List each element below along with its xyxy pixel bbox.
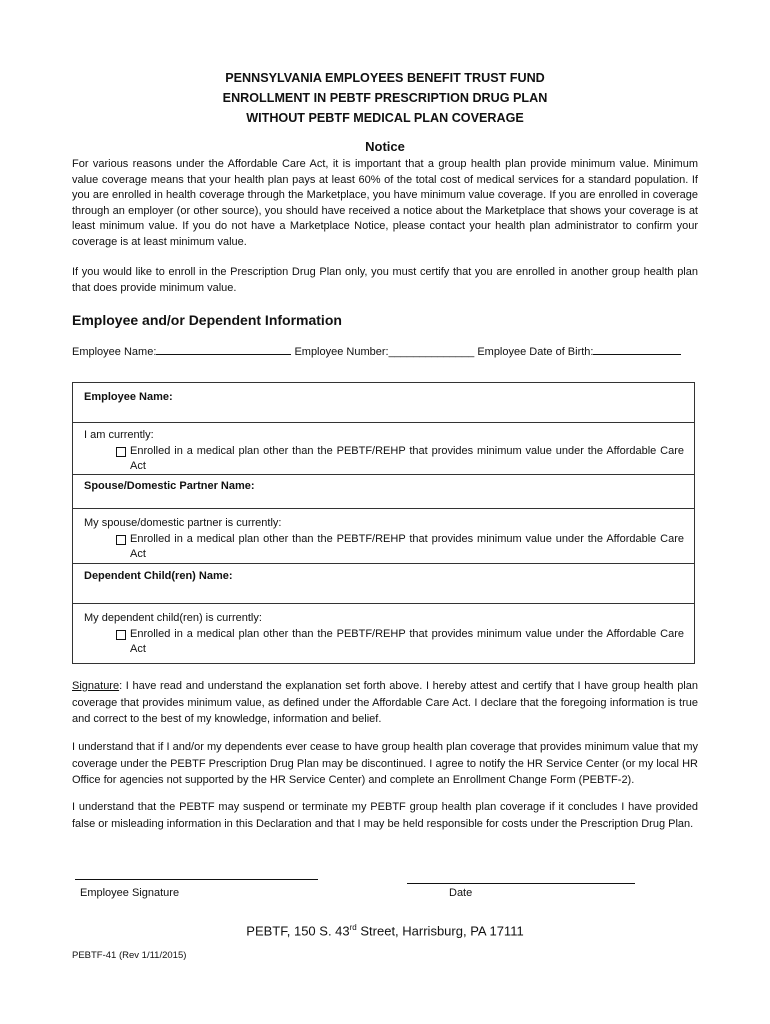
coverage-box [72,382,695,664]
box-dependent-status-row [73,604,694,663]
coverage-cease-paragraph: I understand that if I and/or my dependents ever cease to have group health plan coverage that provides minimum value that my coverage under the PEBTF Prescription Drug Plan may be discontinued. I agree to notify the HR Service Center (or my local HR Office for agencies not supported by the HR Service Center) and complete an Enrollment Change Form (PEBTF-2). [72,741,698,786]
pebtf-address [0,923,770,938]
signature-label: Signature [72,680,120,692]
employee-info-line [72,343,702,358]
address-part-2: Street, Harrisburg, PA 17111 [356,923,524,939]
employee-info-heading: Employee and/or Dependent Information [72,312,342,328]
dependent-status-label: My dependent child(ren) is currently: [84,612,262,624]
dependent-name-label: Dependent Child(ren) Name: [84,570,233,582]
employee-signature-label: Employee Signature [80,887,180,899]
form-number: PEBTF-41 (Rev 1/11/2015) [72,950,187,961]
address-part-1: PEBTF, 150 S. 43 [246,923,350,939]
notice-heading: Notice [365,139,405,154]
spouse-coverage-checkbox[interactable] [116,535,126,545]
address-superscript: rd [349,923,357,932]
form-title-line-1: PENNSYLVANIA EMPLOYEES BENEFIT TRUST FUND [225,71,545,85]
employee-signature-line[interactable] [75,879,318,880]
box-spouse-status-row [73,509,694,564]
employee-name-field[interactable] [156,343,291,355]
box-spouse-name-row[interactable] [73,475,694,509]
box-employee-name-row[interactable] [73,383,694,423]
false-information-paragraph: I understand that the PEBTF may suspend or terminate my PEBTF group health plan coverage if it concludes I have provided false or misleading information in this Declaration and that I may be held responsible for costs under the Prescription Drug Plan. [72,801,698,830]
notice-paragraph-2: If you would like to enroll in the Prescription Drug Plan only, you must certify that you are enrolled in another group health plan that does provide minimum value. [72,266,698,294]
box-dependent-name-row[interactable] [73,564,694,604]
date-line[interactable] [407,883,635,884]
signature-attestation-paragraph [72,678,698,728]
employee-number-label: Employee Number: [294,346,389,358]
signature-attestation-text: : I have read and understand the explanation set forth above. I hereby attest and certify that I have group health plan coverage that provides minimum value, as defined under the Affordable Care Act. I declare that the foregoing information is true and correct to the best of my knowledge, information and belief. [72,680,698,725]
dependent-coverage-text: Enrolled in a medical plan other than the PEBTF/REHP that provides minimum value under the Affordable Care Act [130,627,684,656]
spouse-coverage-text: Enrolled in a medical plan other than the PEBTF/REHP that provides minimum value under the Affordable Care Act [130,532,684,561]
employee-dob-field[interactable] [593,343,681,355]
employee-number-field[interactable]: ______________ [388,346,475,358]
employee-status-label: I am currently: [84,429,154,441]
employee-name-label: Employee Name: [72,346,157,358]
form-title-line-3: WITHOUT PEBTF MEDICAL PLAN COVERAGE [246,111,524,125]
spouse-name-label: Spouse/Domestic Partner Name: [84,480,255,492]
employee-dob-label: Employee Date of Birth: [477,346,594,358]
box-employee-status-row [73,423,694,475]
box-employee-name-label: Employee Name: [84,391,173,403]
spouse-status-label: My spouse/domestic partner is currently: [84,517,282,529]
form-title-line-2: ENROLLMENT IN PEBTF PRESCRIPTION DRUG PLAN [222,91,548,105]
date-label: Date [449,887,473,899]
employee-coverage-checkbox[interactable] [116,447,126,457]
notice-paragraph-1: For various reasons under the Affordable Care Act, it is important that a group health plan provide minimum value. Minimum value coverage means that your health plan pays at least 60% of the total cost of medical services for a standard population. If you are enrolled in health coverage through the Marketplace, you have minimum value coverage. If you are enrolled in coverage through an employer (or other source), you should have received a notice about the Marketplace that shows your coverage is at least minimum value. If you do not have a Marketplace Notice, please contact your health plan administrator to confirm your coverage is at least minimum value. [72,158,698,248]
dependent-coverage-checkbox[interactable] [116,630,126,640]
employee-coverage-text: Enrolled in a medical plan other than the PEBTF/REHP that provides minimum value under the Affordable Care Act [130,444,684,473]
